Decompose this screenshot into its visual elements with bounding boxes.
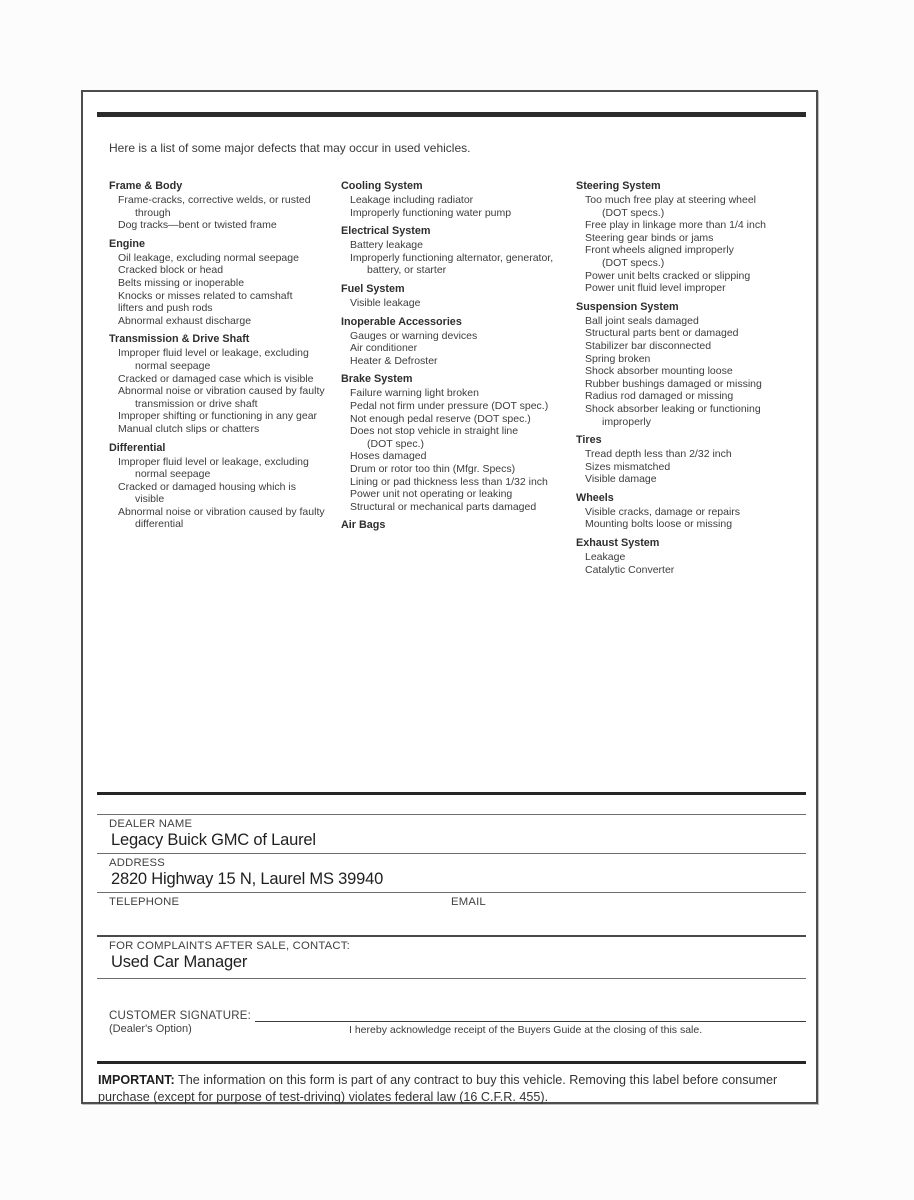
defect-item-line: Tread depth less than 2/32 inch: [585, 448, 732, 461]
defect-item-line: Cracked or damaged case which is visible: [118, 372, 314, 385]
defect-item-line: Oil leakage, excluding normal seepage: [118, 251, 299, 264]
defect-item-line: lifters and push rods: [118, 302, 213, 315]
defect-section-title: Exhaust System: [576, 537, 660, 550]
defect-item-line: Abnormal noise or vibration caused by faulty: [118, 385, 325, 398]
defect-item-line: Air conditioner: [350, 342, 418, 355]
defect-item-line: transmission or drive shaft: [135, 397, 258, 410]
important-text: The information on this form is part of any contract to buy this vehicle. Removing this label before consumer purchase (except for purpose of test-driving) violates federal law (16 C.F.R. 455).: [98, 1073, 778, 1104]
defect-item-line: Improper fluid level or leakage, excluding: [118, 347, 309, 360]
defect-column-1: [109, 180, 341, 576]
intro-text: Here is a list of some major defects that may occur in used vehicles.: [109, 141, 471, 155]
dealer-name-label: DEALER NAME: [109, 818, 193, 830]
defect-section-title: Tires: [576, 434, 602, 447]
defect-item-line: Drum or rotor too thin (Mfgr. Specs): [350, 462, 516, 475]
defect-item-line: differential: [135, 518, 184, 531]
defect-item-line: Shock absorber leaking or functioning: [585, 402, 761, 415]
defect-section-title: Fuel System: [341, 282, 405, 295]
defect-item-line: normal seepage: [135, 359, 211, 372]
defect-item-line: Sizes mismatched: [585, 460, 671, 473]
complaints-field: [97, 935, 806, 979]
defect-item-line: Does not stop vehicle in straight line: [350, 425, 519, 438]
defect-item-line: Improper shifting or functioning in any gear: [118, 410, 318, 423]
defect-item-line: Catalytic Converter: [585, 563, 675, 576]
defect-item-line: Too much free play at steering wheel: [585, 194, 757, 206]
defect-item-line: Visible leakage: [350, 296, 421, 309]
important-label: IMPORTANT:: [98, 1073, 175, 1087]
defect-section-title: Air Bags: [341, 519, 386, 532]
customer-signature-row: [97, 1010, 806, 1022]
defect-item-line: battery, or starter: [367, 264, 447, 277]
signature-blank-line: [255, 1010, 806, 1022]
defect-section-title: Brake System: [341, 373, 413, 386]
defect-item-line: visible: [135, 493, 165, 506]
defect-section-title: Differential: [109, 441, 166, 454]
defect-item-line: Spring broken: [585, 352, 651, 365]
dealer-section: [97, 792, 806, 1106]
defect-item-line: Visible cracks, damage or repairs: [585, 505, 741, 518]
defect-item-line: Power unit not operating or leaking: [350, 488, 513, 501]
important-paragraph: [97, 1072, 798, 1106]
dealers-option-note: (Dealer's Option): [109, 1023, 192, 1035]
acknowledgement-text: I hereby acknowledge receipt of the Buyers Guide at the closing of this sale.: [349, 1024, 703, 1036]
buyers-guide-page: [81, 90, 818, 1104]
email-label: EMAIL: [451, 896, 486, 908]
defect-item-line: Cracked block or head: [118, 264, 224, 277]
defect-item-line: normal seepage: [135, 468, 211, 481]
defect-item-line: Not enough pedal reserve (DOT spec.): [350, 412, 531, 425]
acknowledgement-row: [97, 1023, 806, 1039]
dealer-name-field: [97, 814, 806, 853]
defect-column-2: [341, 180, 576, 576]
defect-column-3: [576, 180, 816, 576]
defect-item-line: Abnormal noise or vibration caused by faulty: [118, 505, 325, 518]
defect-item-line: Improperly functioning alternator, generator,: [350, 251, 554, 264]
defect-item-line: Free play in linkage more than 1/4 inch: [585, 219, 766, 232]
defect-item-line: Improper fluid level or leakage, excluding: [118, 455, 309, 468]
defect-item-line: Improperly functioning water pump: [350, 206, 512, 219]
address-value: 2820 Highway 15 N, Laurel MS 39940: [111, 870, 384, 888]
defect-item-line: (DOT specs.): [602, 206, 665, 219]
defect-section-title: Wheels: [576, 491, 614, 504]
dealer-section-top-rule: [97, 792, 806, 795]
defect-section-title: Suspension System: [576, 300, 679, 313]
defect-item-line: Pedal not firm under pressure (DOT spec.): [350, 399, 549, 412]
defect-item-line: Leakage including radiator: [350, 194, 474, 206]
defect-item-line: Rubber bushings damaged or missing: [585, 377, 762, 390]
defect-item-line: Abnormal exhaust discharge: [118, 314, 252, 327]
defect-item-line: Battery leakage: [350, 239, 423, 252]
defect-item-line: Structural or mechanical parts damaged: [350, 500, 537, 513]
defect-item-line: (DOT spec.): [367, 437, 424, 450]
defect-item-line: improperly: [602, 415, 652, 428]
important-divider-rule: [97, 1061, 806, 1064]
defect-item-line: Mounting bolts loose or missing: [585, 518, 733, 531]
defect-section-title: Electrical System: [341, 225, 431, 238]
defect-item-line: Leakage: [585, 551, 626, 564]
defect-section-title: Transmission & Drive Shaft: [109, 333, 250, 346]
defect-item-line: Power unit belts cracked or slipping: [585, 269, 751, 282]
defect-item-line: Hoses damaged: [350, 450, 427, 463]
defect-section-title: Engine: [109, 237, 145, 250]
defect-item-line: Shock absorber mounting loose: [585, 365, 733, 378]
telephone-label: TELEPHONE: [109, 896, 180, 908]
complaints-label: FOR COMPLAINTS AFTER SALE, CONTACT:: [109, 940, 350, 952]
defect-item-line: Manual clutch slips or chatters: [118, 422, 260, 435]
defect-section-title: Steering System: [576, 180, 661, 192]
telephone-email-row: [97, 892, 806, 908]
top-divider-rule: [97, 112, 806, 117]
address-label: ADDRESS: [109, 857, 166, 869]
defect-item-line: Radius rod damaged or missing: [585, 390, 734, 403]
defect-item-line: (DOT specs.): [602, 256, 665, 269]
defect-item-line: Knocks or misses related to camshaft: [118, 289, 293, 302]
defect-item-line: through: [135, 206, 171, 219]
defect-item-line: Steering gear binds or jams: [585, 231, 714, 244]
address-field: [97, 853, 806, 892]
defect-section-title: Inoperable Accessories: [341, 315, 462, 328]
defect-section-title: Cooling System: [341, 180, 423, 192]
defects-columns: [109, 180, 806, 576]
defect-item-line: Gauges or warning devices: [350, 329, 478, 342]
defect-item-line: Lining or pad thickness less than 1/32 inch: [350, 475, 548, 488]
defect-item-line: Structural parts bent or damaged: [585, 327, 739, 340]
defect-section-title: Frame & Body: [109, 180, 183, 192]
defect-item-line: Heater & Defroster: [350, 354, 438, 367]
defect-item-line: Visible damage: [585, 473, 657, 486]
customer-signature-label: CUSTOMER SIGNATURE:: [109, 1010, 252, 1022]
defect-item-line: Stabilizer bar disconnected: [585, 339, 712, 352]
defect-item-line: Failure warning light broken: [350, 387, 479, 400]
defect-item-line: Frame-cracks, corrective welds, or rusted: [118, 194, 311, 206]
defect-item-line: Dog tracks—bent or twisted frame: [118, 219, 277, 232]
defect-item-line: Belts missing or inoperable: [118, 276, 245, 289]
defect-item-line: Cracked or damaged housing which is: [118, 480, 297, 493]
complaints-value: Used Car Manager: [111, 953, 248, 971]
defect-item-line: Front wheels aligned improperly: [585, 244, 734, 257]
defect-item-line: Ball joint seals damaged: [585, 314, 699, 327]
defect-item-line: Power unit fluid level improper: [585, 282, 726, 295]
dealer-name-value: Legacy Buick GMC of Laurel: [111, 831, 316, 849]
